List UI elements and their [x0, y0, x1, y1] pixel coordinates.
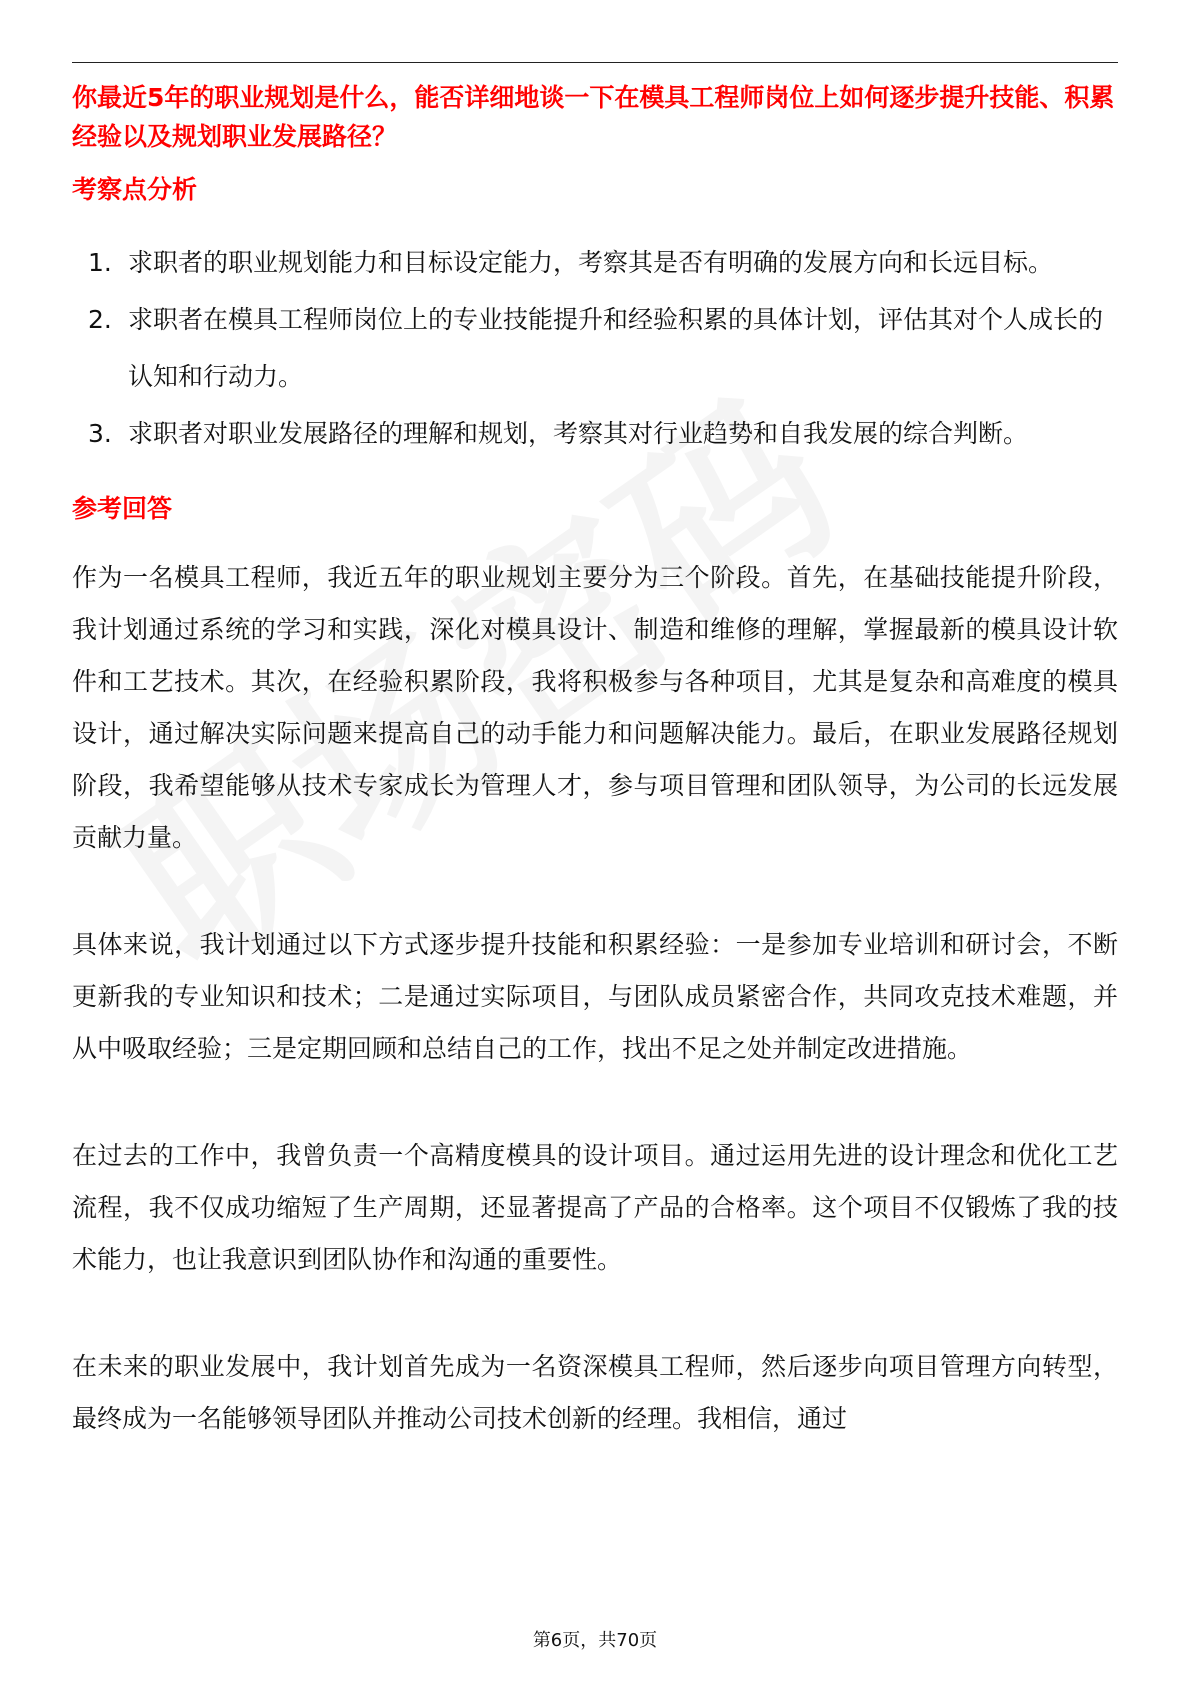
- point-text: 求职者在模具工程师岗位上的专业技能提升和经验积累的具体计划，评估其对个人成长的认知和行动力。: [128, 305, 1104, 391]
- point-number: 3.: [88, 419, 112, 448]
- interview-question: 你最近5年的职业规划是什么，能否详细地谈一下在模具工程师岗位上如何逐步提升技能、积累经验以及规划职业发展路径？: [72, 83, 1115, 151]
- analysis-point: [72, 234, 1118, 291]
- analysis-point: [72, 405, 1118, 462]
- analysis-heading: 考察点分析: [72, 175, 198, 204]
- page-number: 第6页，共70页: [532, 1630, 658, 1651]
- document-content: [72, 78, 1118, 1445]
- point-text: 求职者的职业规划能力和目标设定能力，考察其是否有明确的发展方向和长远目标。: [128, 248, 1054, 277]
- point-number: 1.: [88, 248, 112, 277]
- answer-paragraph: 作为一名模具工程师，我近五年的职业规划主要分为三个阶段。首先，在基础技能提升阶段，我计划通过系统的学习和实践，深化对模具设计、制造和维修的理解，掌握最新的模具设计软件和工艺技术。其次，在经验积累阶段，我将积极参与各种项目，尤其是复杂和高难度的模具设计，通过解决实际问题来提高自己的动手能力和问题解决能力。最后，在职业发展路径规划阶段，我希望能够从技术专家成长为管理人才，参与项目管理和团队领导，为公司的长远发展贡献力量。: [72, 563, 1118, 852]
- reference-answer: [72, 552, 1118, 1445]
- top-divider: [72, 62, 1118, 63]
- answer-paragraph: 在过去的工作中，我曾负责一个高精度模具的设计项目。通过运用先进的设计理念和优化工艺流程，我不仅成功缩短了生产周期，还显著提高了产品的合格率。这个项目不仅锻炼了我的技术能力，也让我意识到团队协作和沟通的重要性。: [72, 1141, 1118, 1274]
- point-text: 求职者对职业发展路径的理解和规划，考察其对行业趋势和自我发展的综合判断。: [128, 419, 1029, 448]
- analysis-points: [72, 234, 1118, 462]
- analysis-point: [72, 291, 1118, 405]
- answer-heading: 参考回答: [72, 494, 173, 523]
- answer-paragraph: 在未来的职业发展中，我计划首先成为一名资深模具工程师，然后逐步向项目管理方向转型，最终成为一名能够领导团队并推动公司技术创新的经理。我相信，通过: [72, 1352, 1118, 1433]
- answer-paragraph: 具体来说，我计划通过以下方式逐步提升技能和积累经验：一是参加专业培训和研讨会，不断更新我的专业知识和技术；二是通过实际项目，与团队成员紧密合作，共同攻克技术难题，并从中吸取经验；三是定期回顾和总结自己的工作，找出不足之处并制定改进措施。: [72, 930, 1118, 1063]
- point-number: 2.: [88, 305, 112, 334]
